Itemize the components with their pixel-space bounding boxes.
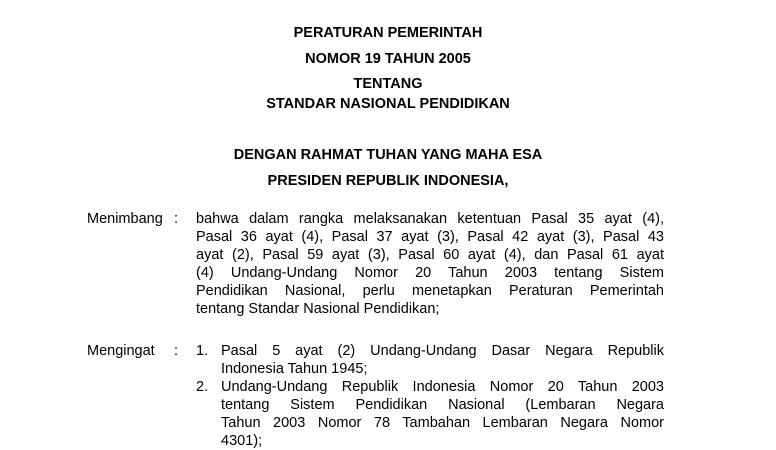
mengingat-item-number: 1. [196, 343, 209, 359]
mengingat-item-line: 4301); [221, 433, 263, 449]
menimbang-paragraph [196, 210, 664, 318]
regulation-number-heading: NOMOR 19 TAHUN 2005 [305, 51, 471, 67]
mengingat-item-2 [221, 378, 664, 450]
mengingat-item-1 [221, 342, 664, 378]
mengingat-item-line: Pasal 5 ayat (2) Undang-Undang Dasar Negara Republik [221, 343, 664, 359]
mengingat-colon: : [174, 343, 179, 359]
tentang-heading: TENTANG [353, 76, 423, 92]
mengingat-item-number: 2. [196, 379, 209, 395]
mengingat-item-line: Undang-Undang Republik Indonesia Nomor 20 Tahun 2003 [221, 379, 664, 395]
regulation-type-heading: PERATURAN PEMERINTAH [293, 25, 483, 41]
menimbang-line: Pasal 36 ayat (4), Pasal 37 ayat (3), Pasal 42 ayat (3), Pasal 43 [196, 229, 664, 245]
mengingat-item-line: tentang Sistem Pendidikan Nasional (Lembaran Negara [221, 397, 664, 413]
menimbang-line: tentang Standar Nasional Pendidikan; [196, 301, 440, 317]
menimbang-line: Pendidikan Nasional, perlu menetapkan Peraturan Pemerintah [196, 283, 664, 299]
menimbang-line: bahwa dalam rangka melaksanakan ketentuan Pasal 35 ayat (4), [196, 211, 664, 227]
mengingat-item-line: Tahun 2003 Nomor 78 Tambahan Lembaran Negara Nomor [221, 415, 664, 431]
regulation-subject-heading: STANDAR NASIONAL PENDIDIKAN [266, 96, 510, 112]
menimbang-label: Menimbang [87, 211, 163, 227]
mengingat-item-line: Indonesia Tahun 1945; [221, 361, 368, 377]
mengingat-label: Mengingat [87, 343, 155, 359]
preamble-line-1: DENGAN RAHMAT TUHAN YANG MAHA ESA [233, 147, 543, 163]
preamble-line-2: PRESIDEN REPUBLIK INDONESIA, [267, 173, 509, 189]
menimbang-colon: : [174, 211, 179, 227]
menimbang-line: ayat (2), Pasal 59 ayat (3), Pasal 60 ayat (4), dan Pasal 61 ayat [196, 247, 664, 263]
menimbang-line: (4) Undang-Undang Nomor 20 Tahun 2003 tentang Sistem [196, 265, 664, 281]
